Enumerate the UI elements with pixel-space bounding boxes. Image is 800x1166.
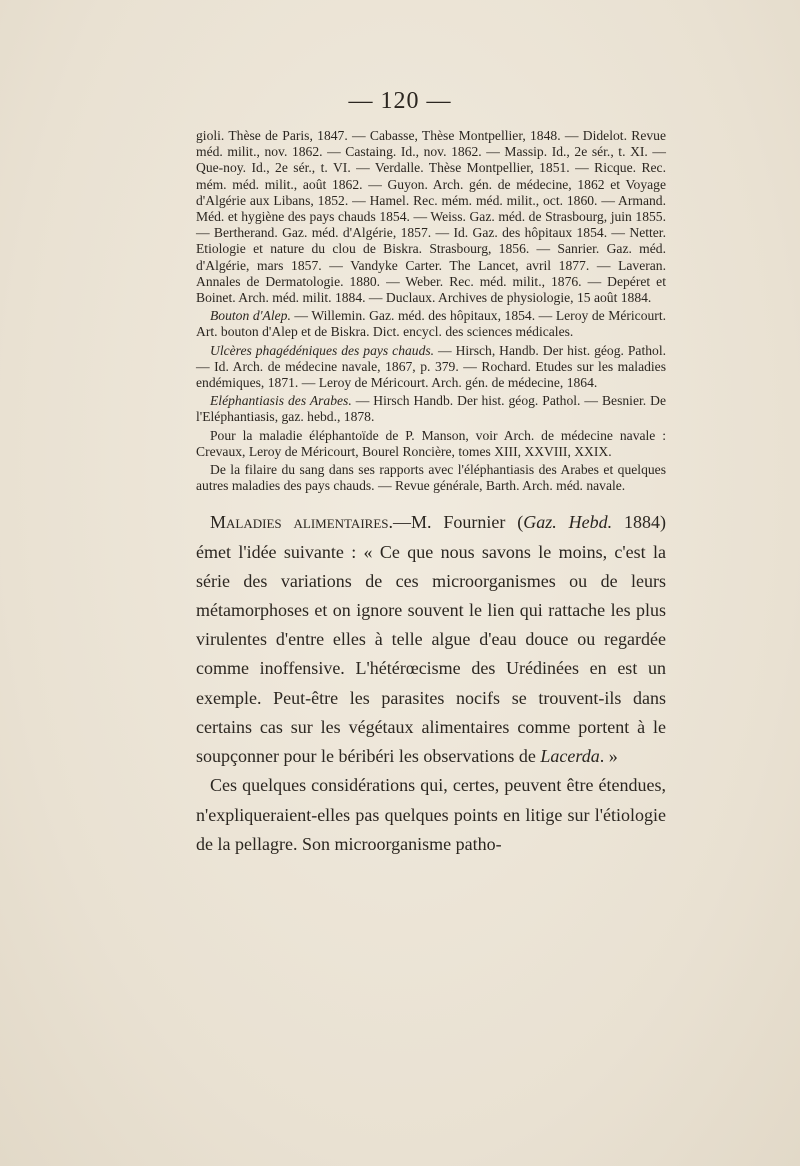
- paragraph-filaire-du-sang: [196, 462, 666, 494]
- text-segment: Maladies alimentaires.: [210, 512, 393, 533]
- text-segment: Eléphantiasis des Arabes.: [210, 393, 352, 409]
- bibliography-block: [196, 128, 666, 494]
- body-text: [196, 128, 666, 859]
- text-segment: Ces quelques considérations qui, certes, peuvent être étendues, n'expliqueraient-elles pas quelques points en litige sur l'étiologie de la pellagre. Son microorganisme patho-: [196, 775, 666, 854]
- text-segment: Ulcères phagédéniques des pays chauds.: [210, 342, 435, 358]
- text-segment: Lacerda: [540, 746, 600, 767]
- main-text-block: [196, 508, 666, 858]
- paragraph-etiologie-pellagre: [196, 771, 666, 859]
- paragraph-ulceres-phagedeniques: [196, 343, 666, 392]
- page-number: — 120 —: [348, 88, 452, 114]
- paragraph-bibliography-continued: [196, 128, 666, 306]
- paragraph-bouton-alep: [196, 308, 666, 340]
- text-segment: Bouton d'Alep.: [210, 308, 291, 324]
- text-segment: 1884) émet l'idée suivante : « Ce que nous savons le moins, c'est la série des variations de ces microorganismes ou de leurs métamorphoses et on ignore souvent le lien qui rattache les plus virulentes d'entre elles à telle algue d'eau douce ou regardée comme inoffensive. L'hétérœcisme des Urédinées en est un exemple. Peut-être les parasites nocifs se trouvent-ils dans certains cas sur les végétaux alimentaires comme portent à le soupçonner pour le béribéri les observations de: [196, 512, 666, 767]
- text-segment: Gaz. Hebd.: [523, 512, 613, 533]
- text-segment: Pour la maladie éléphantoïde de P. Manson, voir Arch. de médecine navale : Crevaux, Leroy de Méricourt, Bourel Roncière, tomes XIII, XXVIII, XXIX.: [196, 427, 666, 459]
- text-segment: gioli. Thèse de Paris, 1847. — Cabasse, Thèse Montpellier, 1848. — Didelot. Revue méd. milit., nov. 1862. — Castaing. Id., nov. 1862. — Massip. Id., 2e sér., t. XI. — Que-noy. Id., 2e sér., t. VI. — Verdalle. Thèse Montpellier, 1851. — Ricque. Rec. mém. méd. milit., août 1862. — Guyon. Arch. gén. de médecine, 1862 et Voyage d'Algérie aux Libans, 1852. — Hamel. Rec. mém. méd. milit., oct. 1860. — Armand. Méd. et hygiène des pays chauds 1854. — Weiss. Gaz. méd. de Strasbourg, juin 1855. — Bertherand. Gaz. méd. d'Algérie, 1857. — Id. Gaz. des hôpitaux 1854. — Netter. Etiologie et nature du clou de Biskra. Strasbourg, 1856. — Sanrier. Gaz. méd. d'Algérie, mars 1857. — Vandyke Carter. The Lancet, avril 1877. — Laveran. Annales de Dermatologie. 1880. — Weber. Rec. méd. milit., 1876. — Depéret et Boinet. Arch. méd. milit. 1884. — Duclaux. Archives de physiologie, 15 août 1884.: [196, 128, 666, 306]
- paragraph-maladie-elephantoide: [196, 428, 666, 460]
- paragraph-elephantiasis: [196, 393, 666, 425]
- text-segment: — Hirsch, Handb. Der hist. géog. Pathol. — Id. Arch. de médecine navale, 1867, p. 379. — Rochard. Etudes sur les maladies endémiques, 1871. — Leroy de Méricourt. Arch. gén. de médecine, 1864.: [196, 342, 666, 391]
- text-segment: . »: [599, 746, 618, 767]
- text-segment: De la filaire du sang dans ses rapports avec l'éléphantiasis des Arabes et quelques autres maladies des pays chauds. — Revue générale, Barth. Arch. méd. navale.: [196, 462, 666, 494]
- paragraph-maladies-alimentaires: [196, 508, 666, 771]
- text-segment: — Willemin. Gaz. méd. des hôpitaux, 1854. — Leroy de Méricourt. Art. bouton d'Alep et de Biskra. Dict. encycl. des sciences médicales.: [196, 308, 667, 340]
- text-segment: —M. Fournier (: [393, 512, 524, 533]
- text-segment: — Hirsch Handb. Der hist. géog. Pathol. — Besnier. De l'Eléphantiasis, gaz. hebd., 1878.: [196, 393, 666, 425]
